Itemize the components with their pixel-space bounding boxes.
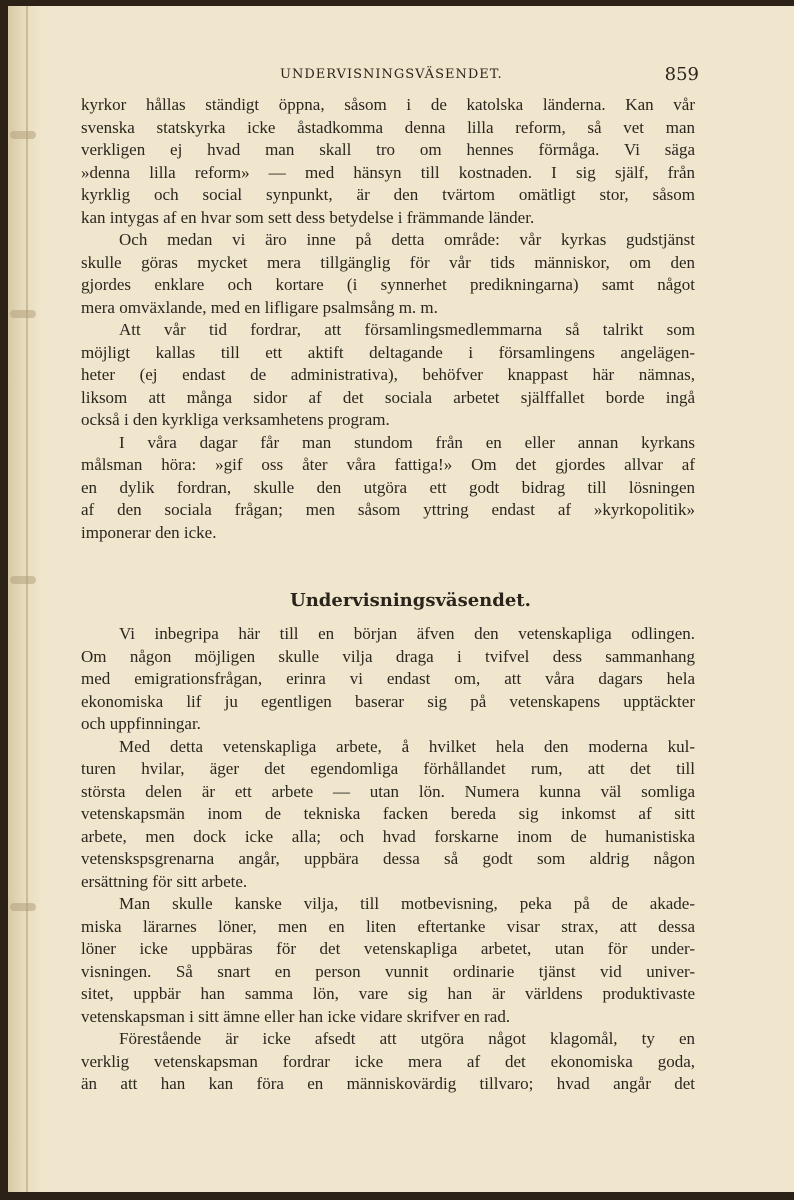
text-line: vetenskapsman i sitt ämne eller han icke vidare skrifver en rad. <box>81 1006 511 1026</box>
binding-fold-line <box>26 6 28 1192</box>
text-line: Om någon möjligen skulle vilja draga i tvifvel dess sammanhang <box>81 646 695 666</box>
text-line: »denna lilla reform» — med hänsyn till kostnaden. I sig själf, från <box>81 162 695 182</box>
text-line: vetenskspsgrenarna angår, uppbära dessa så godt som aldrig någon <box>81 849 695 868</box>
book-page <box>8 6 794 1192</box>
text-line: liksom att många sidor af det sociala arbetet själffallet borde ingå <box>81 387 695 407</box>
text-line: Man skulle kanske vilja, till motbevisning, peka på de akade- <box>119 894 695 913</box>
text-line: kan intygas af en hvar som sett dess betydelse i främmande länder. <box>81 207 535 227</box>
text-line: största delen är ett arbete — utan lön. Numera kunna väl somliga <box>81 781 695 801</box>
text-line: vetenskapsmän inom de tekniska facken bereda sig inkomst af sitt <box>81 804 695 823</box>
text-line: I våra dagar får man stundom från en eller annan kyrkans <box>119 432 695 452</box>
text-line: ekonomiska lif ju egentligen baserar sig på vetenskapens upptäckter <box>81 691 695 711</box>
running-header-title: UNDERVISNINGSVÄSENDET. <box>280 66 503 82</box>
margin-stain <box>10 131 36 139</box>
text-line: med emigrationsfrågan, erinra vi endast om, att våra dagars hela <box>81 669 695 688</box>
margin-stain <box>10 310 36 318</box>
page-number: 859 <box>664 63 699 85</box>
text-line: miska lärarnes löner, men en liten eftertanke visar strax, att dessa <box>81 916 695 936</box>
text-line: imponerar den icke. <box>81 522 217 542</box>
text-line: arbete, men dock icke alla; och hvad forskarne inom de humanistiska <box>81 826 695 846</box>
text-line: sitet, uppbär han samma lön, vare sig han är världens produktivaste <box>81 984 695 1003</box>
text-line: gjordes enklare och kortare (i synnerhet predikningarna) samt något <box>81 275 695 294</box>
text-line: också i den kyrkliga verksamhetens program. <box>81 410 390 429</box>
text-line: Och medan vi äro inne på detta område: vår kyrkas gudstjänst <box>119 230 695 249</box>
text-line: af den sociala frågan; men såsom yttring endast af »kyrkopolitik» <box>81 500 695 519</box>
text-line: Att vår tid fordrar, att församlingsmedlemmarna så talrikt som <box>119 320 695 339</box>
margin-stain <box>10 576 36 584</box>
text-line: Vi inbegripa här till en början äfven den vetenskapliga odlingen. <box>119 624 695 643</box>
text-line: skulle göras mycket mera tillgänglig för vår tids människor, om den <box>81 252 695 272</box>
text-line: kyrkor hållas ständigt öppna, såsom i de katolska länderna. Kan vår <box>81 95 695 114</box>
text-line: visningen. Så snart en person vunnit ordinarie tjänst vid univer- <box>81 961 695 981</box>
text-line: Med detta vetenskapliga arbete, å hvilket hela den moderna kul- <box>119 736 695 756</box>
text-line: en dylik fordran, skulle den utgöra ett godt bidrag till lösningen <box>81 477 695 497</box>
text-line: verklig vetenskapsman fordrar icke mera af det ekonomiska goda, <box>81 1051 695 1071</box>
text-line: verkligen ej hvad man skall tro om hennes förmåga. Vi säga <box>81 140 695 159</box>
text-line: turen hvilar, äger det egendomliga förhållandet rum, att det till <box>81 759 695 778</box>
text-line: än att han kan föra en människovärdig tillvaro; hvad angår det <box>81 1074 695 1093</box>
running-header <box>280 62 699 86</box>
text-line: svenska statskyrka icke åstadkomma denna lilla reform, så vet man <box>81 117 695 137</box>
text-line: möjligt kallas till ett aktift deltagande i församlingens angelägen- <box>81 342 695 362</box>
section-heading: Undervisningsväsendet. <box>290 590 531 611</box>
text-line: Förestående är icke afsedt att utgöra något klagomål, ty en <box>119 1029 695 1048</box>
text-line: mera omväxlande, med en lifligare psalmsång m. m. <box>81 297 438 317</box>
text-line: ersättning för sitt arbete. <box>81 871 248 891</box>
text-line: kyrklig och social synpunkt, är den tvärtom omätligt stor, såsom <box>81 185 695 204</box>
margin-stain <box>10 903 36 911</box>
text-line: och uppfinningar. <box>81 714 201 733</box>
body-text-top <box>81 94 695 544</box>
page-binding-edge <box>8 6 42 1192</box>
text-line: målsman höra: »gif oss åter våra fattiga!» Om det gjordes allvar af <box>81 455 695 474</box>
text-line: heter (ej endast de administrativa), behöfver knappast här nämnas, <box>81 365 695 384</box>
body-text-bottom <box>81 623 695 1096</box>
text-line: löner icke uppbäras för det vetenskapliga arbetet, utan för under- <box>81 939 695 958</box>
